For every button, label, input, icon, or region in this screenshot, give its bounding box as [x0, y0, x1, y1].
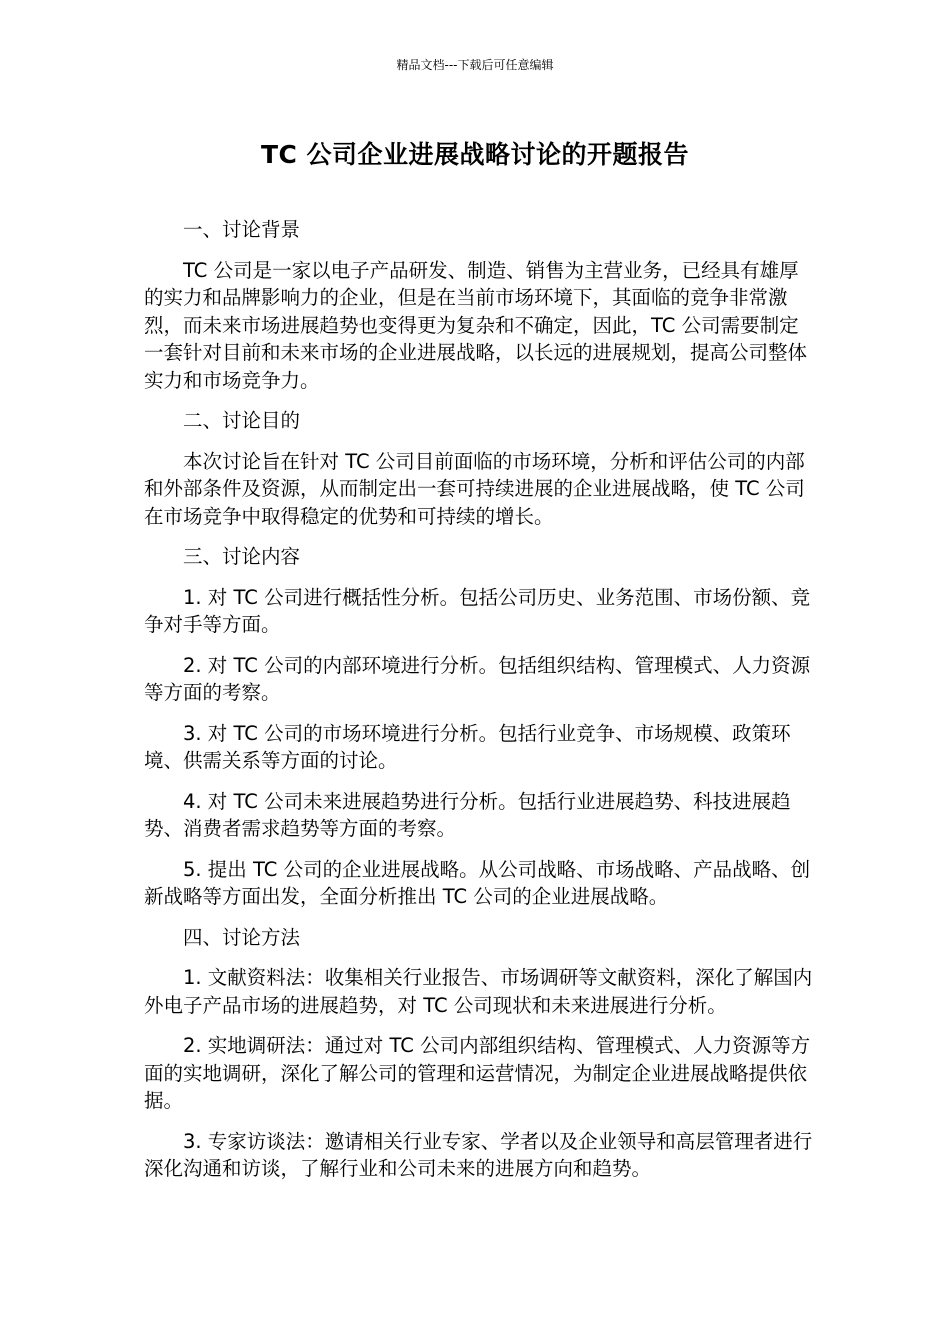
section-heading-purpose: 二、讨论目的 — [183, 409, 301, 432]
content-item-1: 1. 对 TC 公司进行概括性分析。包括公司历史、业务范围、市场份额、竞争对手等方面。 — [144, 585, 811, 636]
content-item-5: 5. 提出 TC 公司的企业进展战略。从公司战略、市场战略、产品战略、创新战略等方面出发，全面分析推出 TC 公司的企业进展战略。 — [144, 857, 811, 908]
document-body — [144, 216, 814, 1196]
section-heading-background: 一、讨论背景 — [183, 218, 301, 241]
method-item-1: 1. 文献资料法：收集相关行业报告、市场调研等文献资料，深化了解国内外电子产品市场的进展趋势，对 TC 公司现状和未来进展进行分析。 — [144, 966, 813, 1017]
document-title: TC 公司企业进展战略讨论的开题报告 — [260, 140, 690, 169]
paragraph-background: TC 公司是一家以电子产品研发、制造、销售为主营业务，已经具有雄厚的实力和品牌影响力的企业，但是在当前市场环境下，其面临的竞争非常激烈，而未来市场进展趋势也变得更为复杂和不确定，因此，TC 公司需要制定一套针对目前和未来市场的企业进展战略，以长远的进展规划，提高公司整体实力和市场竞争力。 — [144, 258, 808, 392]
content-item-4: 4. 对 TC 公司未来进展趋势进行分析。包括行业进展趋势、科技进展趋势、消费者需求趋势等方面的考察。 — [144, 789, 791, 840]
method-item-3: 3. 专家访谈法：邀请相关行业专家、学者以及企业领导和高层管理者进行深化沟通和访谈，了解行业和公司未来的进展方向和趋势。 — [144, 1129, 813, 1180]
section-heading-methods: 四、讨论方法 — [183, 925, 301, 949]
section-heading-content: 三、讨论内容 — [183, 545, 301, 568]
content-item-2: 2. 对 TC 公司的内部环境进行分析。包括组织结构、管理模式、人力资源等方面的考察。 — [144, 653, 811, 704]
header-note: 精品文档---下载后可任意编辑 — [396, 58, 554, 72]
paragraph-purpose: 本次讨论旨在针对 TC 公司目前面临的市场环境，分析和评估公司的内部和外部条件及资源，从而制定出一套可持续进展的企业进展战略，使 TC 公司在市场竞争中取得稳定的优势和可持续的增长。 — [144, 449, 805, 528]
content-item-3: 3. 对 TC 公司的市场环境进行分析。包括行业竞争、市场规模、政策环境、供需关系等方面的讨论。 — [144, 721, 791, 772]
method-item-2: 2. 实地调研法：通过对 TC 公司内部组织结构、管理模式、人力资源等方面的实地调研，深化了解公司的管理和运营情况，为制定企业进展战略提供依据。 — [144, 1034, 811, 1112]
